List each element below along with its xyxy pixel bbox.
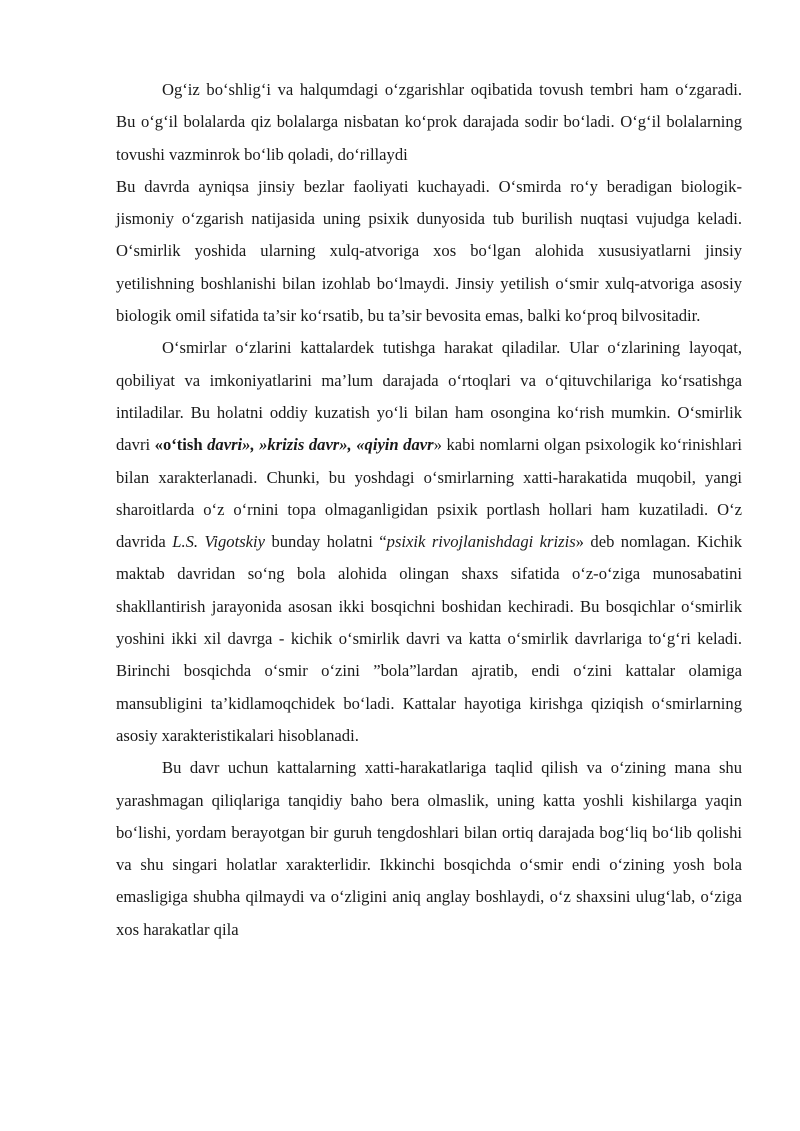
- paragraph-transition-period: [116, 332, 742, 752]
- author-name: L.S. Vigotskiy: [172, 532, 266, 552]
- bold-italic-terms: davri», »krizis davr», «qiyin davr: [207, 435, 434, 455]
- italic-term: psixik rivojlanishdagi krizis: [386, 532, 576, 552]
- document-page: [116, 74, 742, 946]
- paragraph-text-segment: » kabi nomlarni olgan psixologik ko‘rinishlari bilan xarakterlanadi. Chunki, bu yoshdagi o‘smirlarning xatti-harakatida muqobil, yangi sharoitlarda o‘z o‘rnini topa olmaganligidan psixik portlash hollari ham kuzatiladi. O‘z davrida: [116, 435, 743, 552]
- bold-term: «o‘tish: [154, 435, 208, 455]
- paragraph-puberty: Bu davrda ayniqsa jinsiy bezlar faoliyati kuchayadi. O‘smirda ro‘y beradigan biologik-jismoniy o‘zgarish natijasida uning psixik dunyosida tub burilish nuqtasi vujudga keladi. O‘smirlik yoshida ularning xulq-atvoriga xos bo‘lgan alohida xususiyatlarni jinsiy yetilishning boshlanishi bilan izohlab bo‘lmaydi. Jinsiy yetilish o‘smir xulq-atvoriga asosiy biologik omil sifatida ta’sir ko‘rsatib, bu ta’sir bevosita emas, balki ko‘proq bilvositadir.: [116, 176, 742, 326]
- paragraph-text-segment: bunday holatni “: [265, 532, 387, 552]
- paragraph-imitation: Bu davr uchun kattalarning xatti-harakatlariga taqlid qilish va o‘zining mana shu yarashmagan qiliqlariga tanqidiy baho bera olmaslik, uning katta yoshli kishilarga yaqin bo‘lishi, yordam berayotgan bir guruh tengdoshlari bilan ortiq darajada bog‘liq bo‘lib qolishi va shu singari holatlar xarakterlidir. Ikkinchi bosqichda o‘smir endi o‘zining yosh bola emasligiga shubha qilmaydi va o‘zligini aniq anglay boshlaydi, o‘z shaxsini ulug‘lab, o‘ziga xos harakatlar qila: [116, 758, 742, 939]
- paragraph-text-segment: » deb nomlagan. Kichik maktab davridan so‘ng bola alohida olingan shaxs sifatida o‘z-o‘ziga munosabatini shakllantirish jarayonida asosan ikki bosqichni boshidan kechiradi. Bu bosqichlar o‘smirlik yoshini ikki xil davrga - kichik o‘smirlik davri va katta o‘smirlik davrlariga to‘g‘ri keladi. Birinchi bosqichda o‘smir o‘zini ”bola”lardan ajratib, endi o‘zini kattalar olamiga mansubligini ta’kidlamoqchidek bo‘ladi. Kattalar hayotiga kirishga qiziqish o‘smirlarning asosiy xarakteristikalari hisoblanadi.: [116, 532, 743, 745]
- paragraph-voice-change: Og‘iz bo‘shlig‘i va halqumdagi o‘zgarishlar oqibatida tovush tembri ham o‘zgaradi. Bu o‘g‘il bolalarda qiz bolalarga nisbatan ko‘prok darajada sodir bo‘ladi. O‘g‘il bolalarning tovushi vazminrok bo‘lib qoladi, do‘rillaydi: [116, 80, 742, 164]
- paragraph-text-segment: O‘smirlar o‘zlarini kattalardek tutishga harakat qiladilar. Ular o‘zlarining layoqat, qobiliyat va imkoniyatlarini ma’lum darajada o‘rtoqlari va o‘qituvchilariga ko‘rsatishga intiladilar. Bu holatni oddiy kuzatish yo‘li bilan ham osongina ko‘rish mumkin. O‘smirlik davri: [116, 338, 742, 455]
